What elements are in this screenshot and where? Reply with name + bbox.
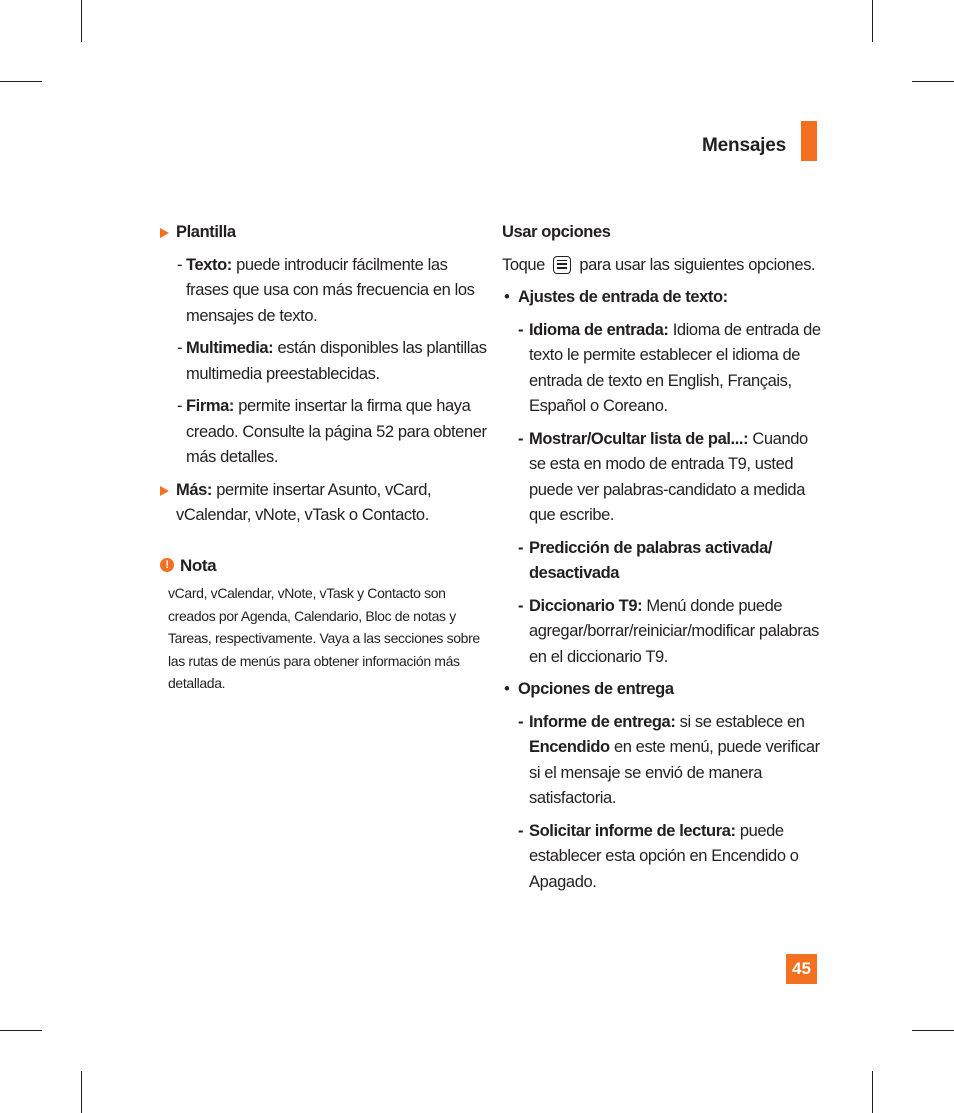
item-label: Solicitar informe de lectura:: [529, 821, 736, 840]
item-label: Mostrar/Ocultar lista de pal...:: [529, 429, 749, 448]
intro-line: Toque para usar las siguientes opciones.: [502, 255, 816, 274]
crop-mark: [872, 0, 873, 42]
item-text: puede introducir fácilmente las frases que usa con más frecuencia en los mensajes de texto.: [186, 255, 475, 325]
plantilla-item-texto: [160, 253, 490, 330]
mas-label: Más:: [176, 480, 212, 499]
item-label: Multimedia:: [186, 339, 274, 357]
ajustes-bullet: • Ajustes de entrada de texto:: [504, 288, 728, 306]
item-text: Menú donde puede agregar/borrar/reiniciar/modificar palabras en el diccionario T9.: [529, 596, 820, 666]
entrega-bullet: • Opciones de entrega: [504, 680, 674, 698]
item-label: Firma:: [186, 397, 235, 415]
item-text: Idioma de entrada de texto le permite establecer el idioma de entrada de texto en English, Français, Español o Coreano.: [529, 320, 821, 415]
note-title: ! Nota: [160, 553, 490, 579]
entrega-item-solicitar: - Solicitar informe de lectura: puede establecer esta opción en Encendido o Apagado.: [518, 821, 799, 891]
left-column: [160, 220, 490, 695]
item-text: Cuando se esta en modo de entrada T9, usted puede ver palabras-candidato a medida que escribe.: [529, 429, 808, 524]
item-label: Predicción de palabras activada/ desactivada: [529, 538, 773, 582]
note-body: vCard, vCalendar, vNote, vTask y Contacto son creados por Agenda, Calendario, Bloc de notas y Tareas, respectivamente. Vaya a las secciones sobre las rutas de menús para obtener información más detallada.: [168, 585, 480, 691]
crop-mark: [912, 1030, 954, 1031]
plantilla-item-firma: [160, 394, 490, 471]
menu-key-icon: [553, 256, 571, 274]
crop-mark: [81, 1071, 82, 1113]
plantilla-item-multimedia: [160, 336, 490, 387]
entrega-item-informe: - Informe de entrega: si se establece en Encendido en este menú, puede verificar si el mensaje se envió de manera satisfactoria.: [518, 712, 820, 807]
triangle-bullet-icon: [160, 486, 169, 496]
item-label: Idioma de entrada:: [529, 320, 669, 339]
ajustes-item-mostrar: - Mostrar/Ocultar lista de pal...: Cuando se esta en modo de entrada T9, usted puede ver palabras-candidato a medida que escribe.: [518, 429, 808, 524]
ajustes-item-diccionario: - Diccionario T9: Menú donde puede agregar/borrar/reiniciar/modificar palabras en el diccionario T9.: [518, 596, 820, 666]
crop-mark: [872, 1071, 873, 1113]
item-label: Texto:: [186, 255, 232, 274]
triangle-bullet-icon: [160, 228, 169, 238]
usar-opciones-heading: Usar opciones: [502, 223, 611, 241]
dash: -: [177, 255, 183, 274]
item-label: Informe de entrega:: [529, 712, 676, 731]
dash: -: [177, 339, 183, 357]
item-text: están disponibles las plantillas multimedia preestablecidas.: [186, 339, 487, 383]
page-number: 45: [786, 954, 817, 984]
ajustes-item-prediccion: - Predicción de palabras activada/ desactivada: [518, 538, 773, 582]
ajustes-item-idioma: - Idioma de entrada: Idioma de entrada de texto le permite establecer el idioma de entrada de texto en English, Français, Español o Coreano.: [518, 320, 821, 415]
exclamation-icon: !: [160, 558, 174, 572]
crop-mark: [0, 1030, 42, 1031]
crop-mark: [912, 81, 954, 82]
plantilla-section: [160, 220, 490, 246]
item-text: permite insertar la firma que haya creado. Consulte la página 52 para obtener más detalles.: [186, 397, 487, 466]
crop-mark: [0, 81, 42, 82]
mas-section: [160, 478, 490, 529]
dash: -: [177, 397, 183, 415]
right-column: [502, 220, 822, 895]
item-label: Diccionario T9:: [529, 596, 643, 615]
section-accent-bar: [801, 121, 817, 161]
plantilla-title: Plantilla: [176, 223, 236, 241]
crop-mark: [81, 0, 82, 42]
mas-text: permite insertar Asunto, vCard, vCalendar, vNote, vTask o Contacto.: [176, 480, 432, 524]
section-title: Mensajes: [702, 135, 786, 156]
